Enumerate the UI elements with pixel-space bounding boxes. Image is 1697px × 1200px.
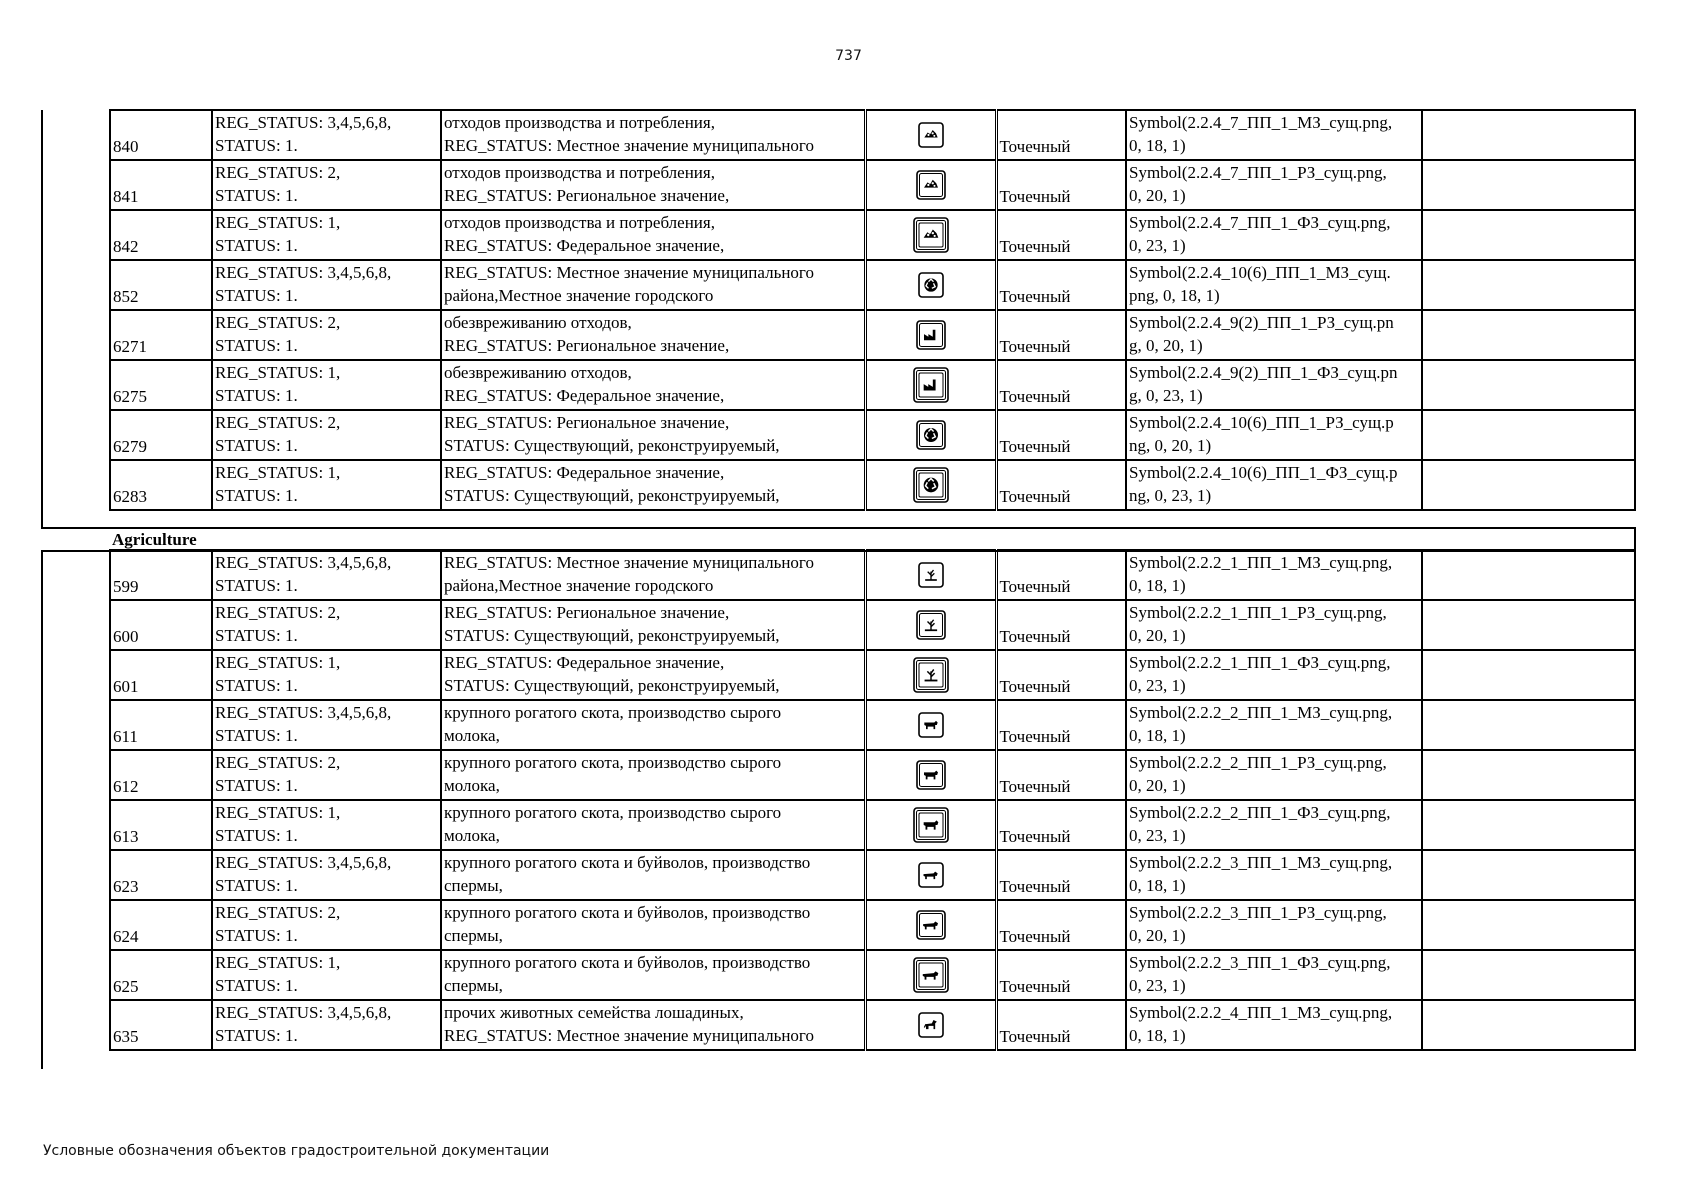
table-row bbox=[110, 900, 1635, 950]
table-row bbox=[110, 650, 1635, 700]
horse-icon bbox=[918, 1012, 944, 1038]
symbol-spec bbox=[1126, 160, 1422, 210]
filter-condition-line: REG_STATUS: 2, bbox=[215, 903, 341, 922]
filter-condition-line: STATUS: 1. bbox=[215, 676, 298, 695]
description-text-line: района,Местное значение городского bbox=[444, 286, 714, 305]
left-border-top bbox=[41, 110, 43, 528]
symbol-spec-line: 0, 20, 1) bbox=[1129, 776, 1186, 795]
symbol-spec bbox=[1126, 900, 1422, 950]
filter-condition bbox=[212, 550, 441, 600]
symbols-table-agriculture bbox=[109, 549, 1636, 1051]
symbol-spec bbox=[1126, 650, 1422, 700]
object-code: 852 bbox=[110, 260, 212, 310]
description-text-line: REG_STATUS: Местное значение муниципального bbox=[444, 553, 814, 572]
symbol-spec-line: 0, 18, 1) bbox=[1129, 136, 1186, 155]
object-code: 6279 bbox=[110, 410, 212, 460]
filter-condition-line: STATUS: 1. bbox=[215, 436, 298, 455]
crop-plant-icon bbox=[913, 657, 949, 693]
description-text bbox=[441, 110, 865, 160]
symbol-preview bbox=[865, 410, 996, 460]
symbol-spec-line: ng, 0, 23, 1) bbox=[1129, 486, 1212, 505]
object-code: 635 bbox=[110, 1000, 212, 1050]
geometry-type: Точечный bbox=[996, 310, 1126, 360]
description-text-line: крупного рогатого скота, производство сырого bbox=[444, 703, 782, 722]
description-text bbox=[441, 950, 865, 1000]
symbol-spec-line: Symbol(2.2.2_1_ПП_1_ФЗ_сущ.png, bbox=[1129, 653, 1391, 672]
table-row bbox=[110, 850, 1635, 900]
table-row bbox=[110, 110, 1635, 160]
symbol-spec-line: Symbol(2.2.2_3_ПП_1_РЗ_сущ.png, bbox=[1129, 903, 1387, 922]
empty-cell bbox=[1422, 460, 1635, 510]
description-text-line: молока, bbox=[444, 776, 500, 795]
description-text bbox=[441, 550, 865, 600]
cow-icon bbox=[916, 760, 946, 790]
description-text bbox=[441, 260, 865, 310]
empty-cell bbox=[1422, 160, 1635, 210]
table-row bbox=[110, 800, 1635, 850]
filter-condition-line: REG_STATUS: 3,4,5,6,8, bbox=[215, 553, 392, 572]
symbol-spec bbox=[1126, 800, 1422, 850]
symbol-spec-line: Symbol(2.2.2_1_ПП_1_РЗ_сущ.png, bbox=[1129, 603, 1387, 622]
symbol-spec bbox=[1126, 600, 1422, 650]
description-text bbox=[441, 310, 865, 360]
filter-condition bbox=[212, 160, 441, 210]
symbol-spec bbox=[1126, 360, 1422, 410]
object-code: 841 bbox=[110, 160, 212, 210]
symbol-spec-line: 0, 20, 1) bbox=[1129, 186, 1186, 205]
object-code: 624 bbox=[110, 900, 212, 950]
filter-condition-line: STATUS: 1. bbox=[215, 726, 298, 745]
symbol-spec-line: 0, 23, 1) bbox=[1129, 826, 1186, 845]
description-text-line: REG_STATUS: Федеральное значение, bbox=[444, 463, 725, 482]
footer-caption: Условные обозначения объектов градостроительной документации bbox=[43, 1143, 550, 1159]
table-row bbox=[110, 160, 1635, 210]
description-text-line: STATUS: Существующий, реконструируемый, bbox=[444, 486, 780, 505]
empty-cell bbox=[1422, 850, 1635, 900]
cow-icon bbox=[918, 712, 944, 738]
filter-condition-line: REG_STATUS: 1, bbox=[215, 953, 341, 972]
symbol-preview bbox=[865, 360, 996, 410]
symbol-spec-line: 0, 18, 1) bbox=[1129, 1026, 1186, 1045]
geometry-type: Точечный bbox=[996, 700, 1126, 750]
empty-cell bbox=[1422, 750, 1635, 800]
filter-condition-line: REG_STATUS: 1, bbox=[215, 363, 341, 382]
left-border-bottom bbox=[41, 550, 43, 1069]
description-text bbox=[441, 850, 865, 900]
description-text-line: REG_STATUS: Федеральное значение, bbox=[444, 386, 725, 405]
geometry-type: Точечный bbox=[996, 850, 1126, 900]
object-code: 611 bbox=[110, 700, 212, 750]
description-text-line: STATUS: Существующий, реконструируемый, bbox=[444, 626, 780, 645]
table-row bbox=[110, 700, 1635, 750]
table-row bbox=[110, 550, 1635, 600]
description-text-line: REG_STATUS: Региональное значение, bbox=[444, 336, 730, 355]
filter-condition-line: STATUS: 1. bbox=[215, 626, 298, 645]
description-text bbox=[441, 900, 865, 950]
filter-condition-line: REG_STATUS: 3,4,5,6,8, bbox=[215, 113, 392, 132]
filter-condition bbox=[212, 410, 441, 460]
empty-cell bbox=[1422, 410, 1635, 460]
symbol-spec-line: 0, 18, 1) bbox=[1129, 576, 1186, 595]
filter-condition bbox=[212, 650, 441, 700]
symbol-spec bbox=[1126, 410, 1422, 460]
symbol-preview bbox=[865, 460, 996, 510]
object-code: 6275 bbox=[110, 360, 212, 410]
symbol-preview bbox=[865, 160, 996, 210]
filter-condition-line: STATUS: 1. bbox=[215, 186, 298, 205]
filter-condition-line: STATUS: 1. bbox=[215, 926, 298, 945]
geometry-type: Точечный bbox=[996, 950, 1126, 1000]
symbol-preview bbox=[865, 750, 996, 800]
symbol-preview bbox=[865, 700, 996, 750]
symbol-spec-line: 0, 23, 1) bbox=[1129, 676, 1186, 695]
filter-condition bbox=[212, 110, 441, 160]
symbol-preview bbox=[865, 310, 996, 360]
empty-cell bbox=[1422, 600, 1635, 650]
filter-condition bbox=[212, 1000, 441, 1050]
bull-icon bbox=[913, 957, 949, 993]
filter-condition-line: STATUS: 1. bbox=[215, 136, 298, 155]
description-text bbox=[441, 600, 865, 650]
symbol-spec-line: Symbol(2.2.4_7_ПП_1_ФЗ_сущ.png, bbox=[1129, 213, 1391, 232]
filter-condition bbox=[212, 310, 441, 360]
object-code: 601 bbox=[110, 650, 212, 700]
symbol-spec bbox=[1126, 1000, 1422, 1050]
geometry-type: Точечный bbox=[996, 410, 1126, 460]
object-code: 612 bbox=[110, 750, 212, 800]
description-text-line: спермы, bbox=[444, 926, 503, 945]
description-text bbox=[441, 650, 865, 700]
object-code: 623 bbox=[110, 850, 212, 900]
filter-condition-line: REG_STATUS: 2, bbox=[215, 603, 341, 622]
geometry-type: Точечный bbox=[996, 110, 1126, 160]
description-text-line: прочих животных семейства лошадиных, bbox=[444, 1003, 744, 1022]
description-text-line: REG_STATUS: Местное значение муниципального bbox=[444, 136, 814, 155]
object-code: 600 bbox=[110, 600, 212, 650]
geometry-type: Точечный bbox=[996, 460, 1126, 510]
description-text-line: REG_STATUS: Федеральное значение, bbox=[444, 236, 725, 255]
waste-heap-icon bbox=[916, 170, 946, 200]
symbol-spec-line: 0, 20, 1) bbox=[1129, 926, 1186, 945]
symbol-spec bbox=[1126, 260, 1422, 310]
empty-cell bbox=[1422, 900, 1635, 950]
geometry-type: Точечный bbox=[996, 160, 1126, 210]
section-divider-line bbox=[41, 527, 1636, 529]
filter-condition-line: REG_STATUS: 3,4,5,6,8, bbox=[215, 853, 392, 872]
symbol-spec bbox=[1126, 210, 1422, 260]
symbol-spec-line: 0, 23, 1) bbox=[1129, 976, 1186, 995]
object-code: 613 bbox=[110, 800, 212, 850]
symbol-spec-line: Symbol(2.2.4_7_ПП_1_МЗ_сущ.png, bbox=[1129, 113, 1393, 132]
symbol-preview bbox=[865, 650, 996, 700]
empty-cell bbox=[1422, 800, 1635, 850]
symbol-spec-line: ng, 0, 20, 1) bbox=[1129, 436, 1212, 455]
empty-cell bbox=[1422, 110, 1635, 160]
section-title: Agriculture bbox=[112, 530, 197, 549]
description-text-line: крупного рогатого скота и буйволов, производство bbox=[444, 953, 811, 972]
description-text-line: отходов производства и потребления, bbox=[444, 213, 715, 232]
description-text-line: крупного рогатого скота, производство сырого bbox=[444, 753, 782, 772]
symbol-spec-line: Symbol(2.2.2_2_ПП_1_МЗ_сущ.png, bbox=[1129, 703, 1393, 722]
empty-cell bbox=[1422, 550, 1635, 600]
symbol-spec bbox=[1126, 750, 1422, 800]
empty-cell bbox=[1422, 700, 1635, 750]
description-text bbox=[441, 750, 865, 800]
recycle-icon bbox=[918, 272, 944, 298]
symbol-spec-line: Symbol(2.2.2_4_ПП_1_МЗ_сущ.png, bbox=[1129, 1003, 1393, 1022]
bull-icon bbox=[918, 862, 944, 888]
description-text-line: отходов производства и потребления, bbox=[444, 163, 715, 182]
description-text bbox=[441, 160, 865, 210]
table-row bbox=[110, 950, 1635, 1000]
cow-icon bbox=[913, 807, 949, 843]
filter-condition-line: REG_STATUS: 3,4,5,6,8, bbox=[215, 703, 392, 722]
empty-cell bbox=[1422, 650, 1635, 700]
table-row bbox=[110, 260, 1635, 310]
empty-cell bbox=[1422, 360, 1635, 410]
filter-condition-line: STATUS: 1. bbox=[215, 386, 298, 405]
geometry-type: Точечный bbox=[996, 600, 1126, 650]
filter-condition-line: REG_STATUS: 2, bbox=[215, 753, 341, 772]
filter-condition-line: STATUS: 1. bbox=[215, 486, 298, 505]
symbol-spec bbox=[1126, 700, 1422, 750]
waste-heap-icon bbox=[918, 122, 944, 148]
symbol-spec-line: 0, 23, 1) bbox=[1129, 236, 1186, 255]
crop-plant-icon bbox=[918, 562, 944, 588]
filter-condition-line: REG_STATUS: 1, bbox=[215, 463, 341, 482]
description-text-line: STATUS: Существующий, реконструируемый, bbox=[444, 676, 780, 695]
factory-icon bbox=[916, 320, 946, 350]
symbol-spec-line: g, 0, 20, 1) bbox=[1129, 336, 1203, 355]
description-text-line: REG_STATUS: Местное значение муниципального bbox=[444, 263, 814, 282]
table-row bbox=[110, 750, 1635, 800]
empty-cell bbox=[1422, 950, 1635, 1000]
symbol-spec-line: Symbol(2.2.4_10(6)_ПП_1_ФЗ_сущ.p bbox=[1129, 463, 1398, 482]
symbol-preview bbox=[865, 550, 996, 600]
filter-condition-line: REG_STATUS: 3,4,5,6,8, bbox=[215, 1003, 392, 1022]
waste-heap-icon bbox=[913, 217, 949, 253]
geometry-type: Точечный bbox=[996, 550, 1126, 600]
recycle-icon bbox=[916, 420, 946, 450]
symbols-table-waste bbox=[109, 109, 1636, 511]
object-code: 6283 bbox=[110, 460, 212, 510]
filter-condition-line: REG_STATUS: 2, bbox=[215, 163, 341, 182]
symbol-preview bbox=[865, 850, 996, 900]
description-text-line: молока, bbox=[444, 826, 500, 845]
table-row bbox=[110, 600, 1635, 650]
symbol-spec-line: g, 0, 23, 1) bbox=[1129, 386, 1203, 405]
object-code: 840 bbox=[110, 110, 212, 160]
object-code: 599 bbox=[110, 550, 212, 600]
symbol-spec bbox=[1126, 310, 1422, 360]
filter-condition-line: STATUS: 1. bbox=[215, 876, 298, 895]
filter-condition bbox=[212, 460, 441, 510]
filter-condition bbox=[212, 850, 441, 900]
table-row bbox=[110, 360, 1635, 410]
symbol-spec-line: 0, 18, 1) bbox=[1129, 726, 1186, 745]
description-text-line: крупного рогатого скота и буйволов, производство bbox=[444, 853, 811, 872]
symbol-spec bbox=[1126, 460, 1422, 510]
description-text bbox=[441, 460, 865, 510]
geometry-type: Точечный bbox=[996, 260, 1126, 310]
geometry-type: Точечный bbox=[996, 360, 1126, 410]
filter-condition-line: REG_STATUS: 3,4,5,6,8, bbox=[215, 263, 392, 282]
description-text-line: крупного рогатого скота, производство сырого bbox=[444, 803, 782, 822]
filter-condition bbox=[212, 210, 441, 260]
empty-cell bbox=[1422, 310, 1635, 360]
geometry-type: Точечный bbox=[996, 210, 1126, 260]
object-code: 6271 bbox=[110, 310, 212, 360]
symbol-spec-line: Symbol(2.2.2_2_ПП_1_РЗ_сущ.png, bbox=[1129, 753, 1387, 772]
filter-condition-line: REG_STATUS: 2, bbox=[215, 313, 341, 332]
symbol-spec-line: Symbol(2.2.2_3_ПП_1_ФЗ_сущ.png, bbox=[1129, 953, 1391, 972]
empty-cell bbox=[1422, 1000, 1635, 1050]
filter-condition bbox=[212, 700, 441, 750]
description-text bbox=[441, 210, 865, 260]
symbol-preview bbox=[865, 110, 996, 160]
description-text-line: REG_STATUS: Региональное значение, bbox=[444, 186, 730, 205]
table-row bbox=[110, 210, 1635, 260]
geometry-type: Точечный bbox=[996, 1000, 1126, 1050]
filter-condition-line: STATUS: 1. bbox=[215, 236, 298, 255]
description-text-line: спермы, bbox=[444, 876, 503, 895]
description-text bbox=[441, 360, 865, 410]
description-text-line: REG_STATUS: Региональное значение, bbox=[444, 603, 730, 622]
geometry-type: Точечный bbox=[996, 650, 1126, 700]
symbol-preview bbox=[865, 210, 996, 260]
description-text-line: REG_STATUS: Федеральное значение, bbox=[444, 653, 725, 672]
filter-condition-line: STATUS: 1. bbox=[215, 336, 298, 355]
symbol-preview bbox=[865, 600, 996, 650]
empty-cell bbox=[1422, 260, 1635, 310]
right-border-section bbox=[1634, 527, 1636, 551]
filter-condition-line: REG_STATUS: 1, bbox=[215, 653, 341, 672]
description-text-line: спермы, bbox=[444, 976, 503, 995]
crop-plant-icon bbox=[916, 610, 946, 640]
symbol-spec-line: Symbol(2.2.4_10(6)_ПП_1_МЗ_сущ. bbox=[1129, 263, 1391, 282]
symbol-spec bbox=[1126, 950, 1422, 1000]
symbol-spec-line: Symbol(2.2.2_2_ПП_1_ФЗ_сущ.png, bbox=[1129, 803, 1391, 822]
symbol-spec bbox=[1126, 110, 1422, 160]
table-row bbox=[110, 410, 1635, 460]
filter-condition bbox=[212, 750, 441, 800]
geometry-type: Точечный bbox=[996, 750, 1126, 800]
factory-icon bbox=[913, 367, 949, 403]
filter-condition-line: REG_STATUS: 2, bbox=[215, 413, 341, 432]
object-code: 625 bbox=[110, 950, 212, 1000]
symbol-spec-line: Symbol(2.2.2_1_ПП_1_МЗ_сущ.png, bbox=[1129, 553, 1393, 572]
description-text bbox=[441, 800, 865, 850]
symbol-preview bbox=[865, 950, 996, 1000]
symbol-spec-line: 0, 20, 1) bbox=[1129, 626, 1186, 645]
symbol-spec-line: Symbol(2.2.4_7_ПП_1_РЗ_сущ.png, bbox=[1129, 163, 1387, 182]
filter-condition-line: STATUS: 1. bbox=[215, 976, 298, 995]
recycle-icon bbox=[913, 467, 949, 503]
table-row bbox=[110, 1000, 1635, 1050]
description-text-line: STATUS: Существующий, реконструируемый, bbox=[444, 436, 780, 455]
filter-condition bbox=[212, 950, 441, 1000]
symbol-spec bbox=[1126, 550, 1422, 600]
filter-condition bbox=[212, 260, 441, 310]
filter-condition-line: REG_STATUS: 1, bbox=[215, 213, 341, 232]
description-text-line: REG_STATUS: Местное значение муниципального bbox=[444, 1026, 814, 1045]
symbol-preview bbox=[865, 800, 996, 850]
empty-cell bbox=[1422, 210, 1635, 260]
description-text-line: района,Местное значение городского bbox=[444, 576, 714, 595]
description-text bbox=[441, 410, 865, 460]
symbol-spec bbox=[1126, 850, 1422, 900]
filter-condition bbox=[212, 900, 441, 950]
description-text-line: молока, bbox=[444, 726, 500, 745]
filter-condition-line: STATUS: 1. bbox=[215, 576, 298, 595]
table-row bbox=[110, 460, 1635, 510]
symbol-preview bbox=[865, 900, 996, 950]
symbol-spec-line: png, 0, 18, 1) bbox=[1129, 286, 1220, 305]
page-number: 737 bbox=[835, 48, 862, 64]
geometry-type: Точечный bbox=[996, 900, 1126, 950]
filter-condition bbox=[212, 800, 441, 850]
filter-condition-line: STATUS: 1. bbox=[215, 1026, 298, 1045]
description-text bbox=[441, 700, 865, 750]
filter-condition-line: REG_STATUS: 1, bbox=[215, 803, 341, 822]
description-text-line: обезвреживанию отходов, bbox=[444, 313, 632, 332]
object-code: 842 bbox=[110, 210, 212, 260]
symbol-spec-line: Symbol(2.2.4_9(2)_ПП_1_РЗ_сущ.pn bbox=[1129, 313, 1394, 332]
description-text-line: REG_STATUS: Региональное значение, bbox=[444, 413, 730, 432]
filter-condition bbox=[212, 360, 441, 410]
filter-condition-line: STATUS: 1. bbox=[215, 826, 298, 845]
bull-icon bbox=[916, 910, 946, 940]
description-text-line: обезвреживанию отходов, bbox=[444, 363, 632, 382]
filter-condition-line: STATUS: 1. bbox=[215, 286, 298, 305]
symbol-spec-line: Symbol(2.2.4_9(2)_ПП_1_ФЗ_сущ.pn bbox=[1129, 363, 1398, 382]
description-text-line: крупного рогатого скота и буйволов, производство bbox=[444, 903, 811, 922]
symbol-preview bbox=[865, 260, 996, 310]
table-row bbox=[110, 310, 1635, 360]
symbol-spec-line: Symbol(2.2.2_3_ПП_1_МЗ_сущ.png, bbox=[1129, 853, 1393, 872]
filter-condition bbox=[212, 600, 441, 650]
filter-condition-line: STATUS: 1. bbox=[215, 776, 298, 795]
symbol-spec-line: 0, 18, 1) bbox=[1129, 876, 1186, 895]
description-text bbox=[441, 1000, 865, 1050]
symbol-spec-line: Symbol(2.2.4_10(6)_ПП_1_РЗ_сущ.p bbox=[1129, 413, 1394, 432]
symbol-preview bbox=[865, 1000, 996, 1050]
geometry-type: Точечный bbox=[996, 800, 1126, 850]
description-text-line: отходов производства и потребления, bbox=[444, 113, 715, 132]
